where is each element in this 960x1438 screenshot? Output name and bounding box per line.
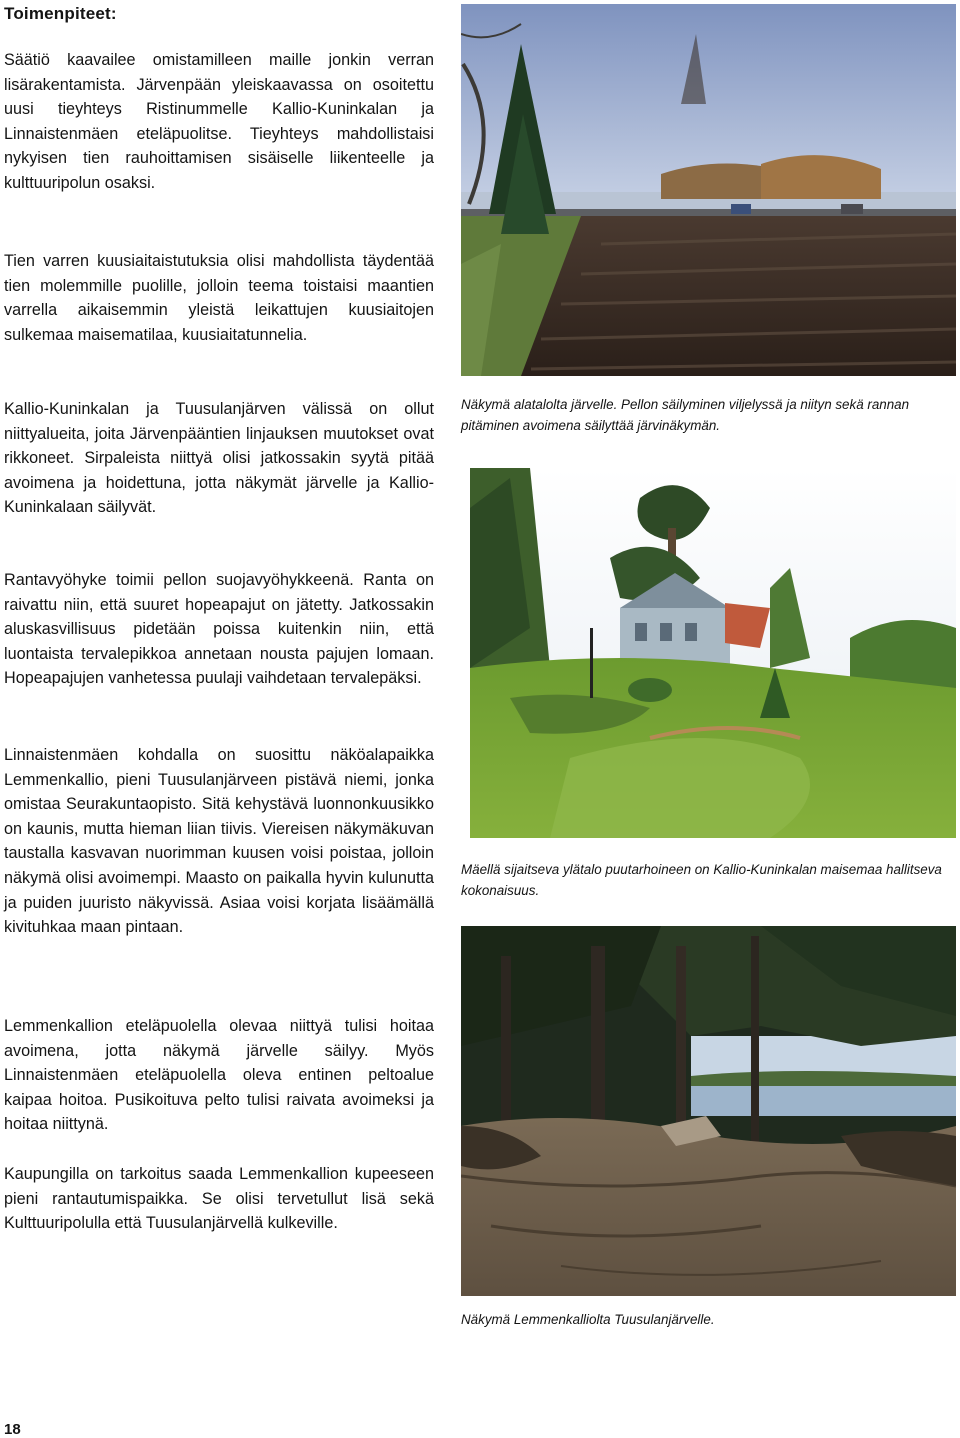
paragraph-meadows: Kallio-Kuninkalan ja Tuusulanjärven välissä on ollut niittyalueita, joita Järvenpääntien linjauksen muutokset ovat rikkoneet. Sirpaleista niittyä olisi jatkossakin syytä pitää avoimena ja hoidettuna, jotta näkymät järvelle ja Kallio-Kuninkalaan säilyvät. <box>4 400 434 517</box>
section-heading: Toimenpiteet: <box>4 4 117 23</box>
page-number: 18 <box>4 1421 21 1438</box>
paragraph-land-development: Säätiö kaavailee omistamilleen maille jonkin verran lisärakentamista. Järvenpään yleiskaavassa on osoitettu uusi tieyhteys Ristinummelle Kallio-Kuninkalan ja Linnaistenmäen eteläpuolitse. Tieyhteys mahdollistaisi nykyisen tien rauhoittamisen sisäiselle liikenteelle ja kulttuuripolun osaksi. <box>4 51 434 192</box>
photo-manor-house <box>470 468 956 838</box>
photo-field-lake-view <box>461 4 956 376</box>
photo-caption-lemmenkallio: Näkymä Lemmenkalliolta Tuusulanjärvelle. <box>461 1312 715 1327</box>
photo-caption-field: Näkymä alatalolta järvelle. Pellon säilyminen viljelyssä ja niityn sekä rannan pitäminen avoimena säilyttää järvinäkymän. <box>461 397 910 433</box>
paragraph-landing-place: Kaupungilla on tarkoitus saada Lemmenkallion kupeeseen pieni rantautumispaikka. Se olisi tervetullut lisä sekä Kulttuuripolulla että Tuusulanjärvellä kulkeville. <box>4 1165 434 1233</box>
paragraph-shore-zone: Rantavyöhyke toimii pellon suojavyöhykkeenä. Ranta on raivattu niin, että suuret hopeapajut on jätetty. Jatkossakin aluskasvillisuus pidetään poissa kuitenkin niin, että luontaista tervalepikkoa annetaan nousta pajujen lomaan. Hopeapajujen vanhetessa puulaji vaihdetaan tervalepäksi. <box>4 571 434 688</box>
photo-caption-manor: Mäellä sijaitseva ylätalo puutarhoineen on Kallio-Kuninkalan maisemaa hallitseva kokonaisuus. <box>461 862 942 898</box>
paragraph-spruce-hedges: Tien varren kuusiaitaistutuksia olisi mahdollista täydentää tien molemmille puolille, jolloin teema toistaisi maantien varrella aikaisemmin yleistä leikattujen kuusiaitojen sulkemaa maisematilaa, kuusiaitatunnelia. <box>4 252 434 344</box>
paragraph-lemmenkallio: Linnaistenmäen kohdalla on suosittu näköalapaikka Lemmenkallio, pieni Tuusulanjärveen pistävä niemi, jonka omistaa Seurakuntaopisto. Sitä kehystävä luonnonkuusikko on kaunis, mutta hieman liian tiivis. Viereisen näkymäkuvan taustalla kasvavan nuorimman kuusen voisi poistaa, jolloin näkymä olisi avoimempi. Maasto on paikalla hyvin kulunutta ja puiden juuristo näkyvissä. Asiaa voisi korjata lisäämällä kivituhkaa maan pintaan. <box>4 746 434 937</box>
photo-lemmenkallio-view <box>461 926 956 1296</box>
paragraph-southern-meadow: Lemmenkallion eteläpuolella olevaa niittyä tulisi hoitaa avoimena, jotta näkymä järvelle säilyy. Myös Linnaistenmäen eteläpuolella oleva entinen peltoalue kaipaa hoitoa. Pusikoituva pelto tulisi raivata avoimeksi ja hoitaa niittynä. <box>4 1017 434 1134</box>
